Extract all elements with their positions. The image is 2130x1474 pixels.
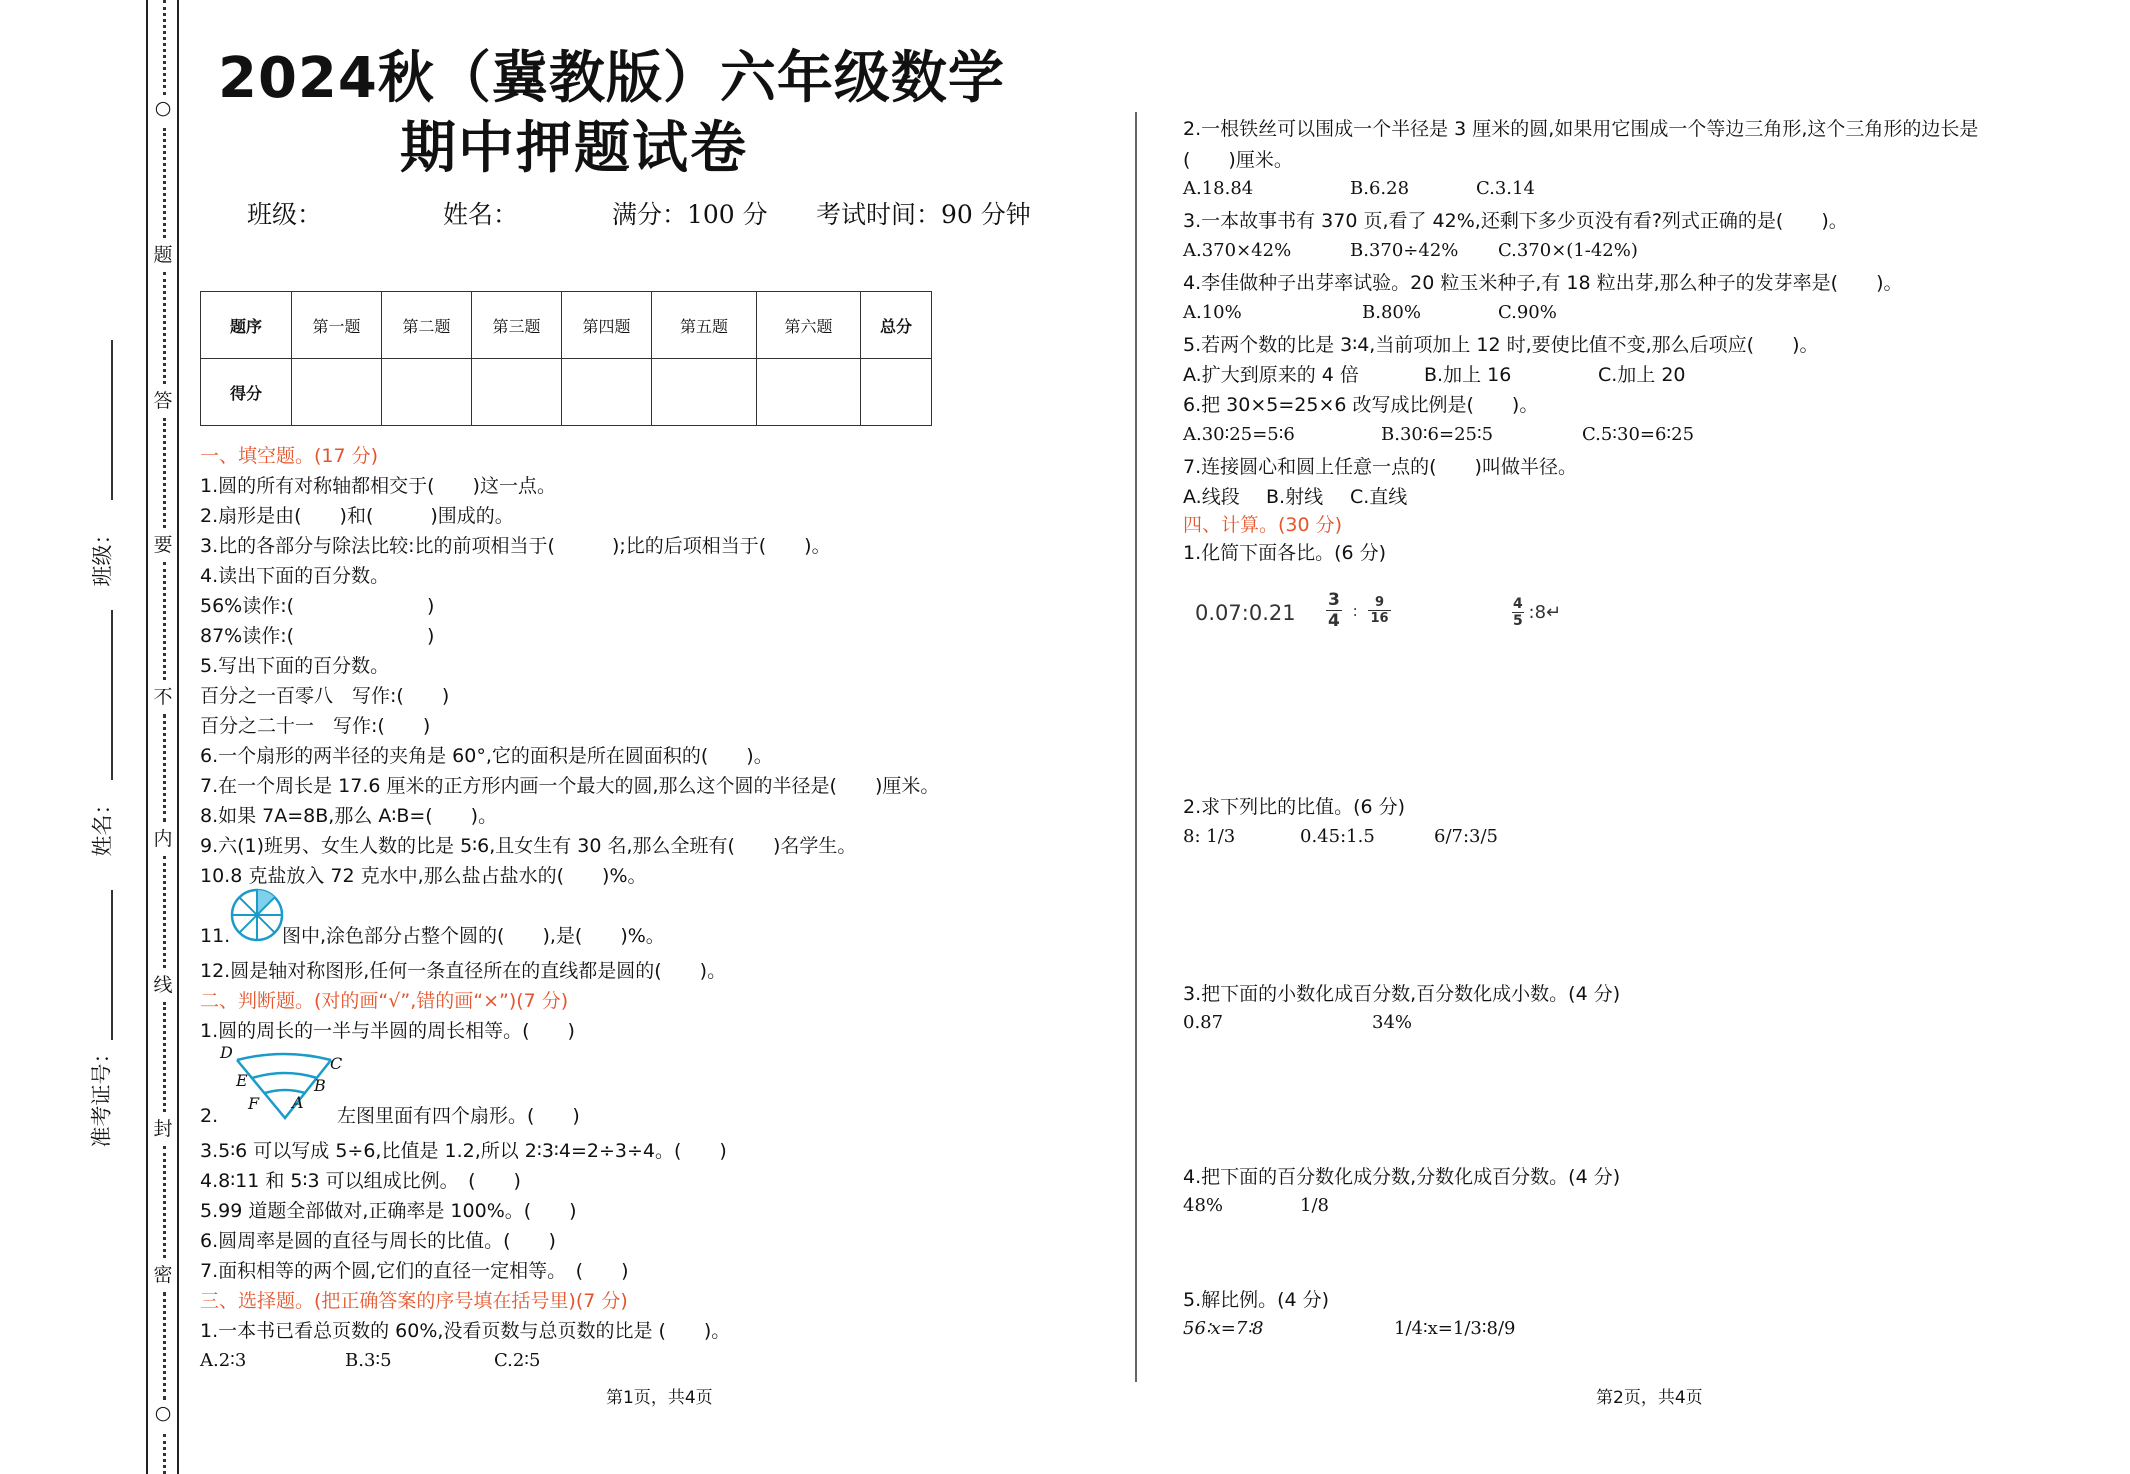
table-header: 总分: [861, 292, 932, 359]
table-header-row: [201, 292, 932, 359]
section-2-heading: 二、判断题。(对的画“√”,错的画“×”)(7 分): [200, 990, 569, 1012]
choice-6-option-b: B.30∶6=25∶5: [1381, 424, 1494, 445]
calc-5-item: 1/4∶x=1/3∶8/9: [1394, 1318, 1516, 1339]
class-label: 班级：: [90, 523, 115, 587]
binding-char: ○: [154, 1402, 172, 1424]
question-1-5a: 百分之一百零八 写作:( ): [200, 685, 450, 707]
binding-dots: [163, 0, 170, 95]
binding-dots: [163, 856, 170, 968]
binding-dots: [163, 418, 170, 528]
choice-3-option-a: A.370×42%: [1183, 240, 1292, 261]
question-1-1: 1.圆的所有对称轴都相交于( )这一点。: [200, 475, 556, 497]
choice-6-option-a: A.30∶25=5∶6: [1183, 424, 1295, 445]
binding-dots: [163, 128, 170, 238]
score-cell[interactable]: [562, 359, 652, 426]
fraction-numerator: 4: [1513, 596, 1523, 612]
choice-2: 2.一根铁丝可以围成一个半径是 3 厘米的圆,如果用它围成一个等边三角形,这个三角形的边长是: [1183, 118, 1979, 140]
fraction-denominator: 16: [1370, 611, 1389, 626]
binding-char: 线: [153, 974, 173, 996]
binding-char: 不: [153, 686, 173, 708]
binding-char: 要: [153, 534, 173, 556]
calc-1-expr-a: 0.07:0.21: [1195, 601, 1296, 625]
choice-1: 1.一本书已看总页数的 60%,没看页数与总页数的比是 ( )。: [200, 1320, 731, 1342]
binding-dots: [163, 562, 170, 680]
table-header: 题序: [201, 292, 292, 359]
binding-dots: [163, 714, 170, 822]
score-table: [200, 291, 932, 426]
binding-char: 内: [153, 828, 173, 850]
choice-1-option-a: A.2∶3: [200, 1350, 247, 1371]
name-label: 姓名：: [90, 793, 115, 857]
choice-1-option-c: C.2∶5: [494, 1350, 541, 1371]
calc-2-item: 8: 1/3: [1183, 826, 1236, 847]
question-1-5b: 百分之二十一 写作:( ): [200, 715, 431, 737]
calc-5: 5.解比例。(4 分): [1183, 1289, 1330, 1311]
choice-4-option-c: C.90%: [1498, 302, 1557, 323]
section-3-heading: 三、选择题。(把正确答案的序号填在括号里)(7 分): [200, 1290, 628, 1312]
score-cell[interactable]: [292, 359, 382, 426]
calc-3-item: 0.87: [1183, 1012, 1224, 1033]
choice-5-option-a: A.扩大到原来的 4 倍: [1183, 364, 1359, 386]
title-line-1: 2024秋（冀教版）六年级数学: [218, 46, 1005, 111]
binding-dots: [163, 272, 170, 384]
score-cell[interactable]: [861, 359, 932, 426]
judge-6: 6.圆周率是圆的直径与周长的比值。( ): [200, 1230, 556, 1252]
binding-char: 题: [153, 244, 173, 266]
choice-4-option-b: B.80%: [1362, 302, 1421, 323]
calc-1-expr-c: [1512, 596, 1561, 629]
choice-5-option-c: C.加上 20: [1598, 364, 1686, 386]
choice-7-option-c: C.直线: [1350, 486, 1408, 508]
binding-line-inner: [177, 0, 179, 1474]
table-header: 第二题: [382, 292, 472, 359]
calc-5-item: 56∶x=7∶8: [1183, 1318, 1264, 1339]
question-1-10: 10.8 克盐放入 72 克水中,那么盐占盐水的( )%。: [200, 865, 647, 887]
question-1-5: 5.写出下面的百分数。: [200, 655, 390, 677]
full-score: 满分：100 分: [612, 200, 768, 229]
id-label: 准考证号：: [89, 1042, 114, 1148]
figure-label-d: D: [220, 1043, 233, 1062]
fraction-denominator: 4: [1328, 611, 1340, 631]
question-1-11: 图中,涂色部分占整个圆的( ),是( )%。: [282, 925, 665, 947]
table-header: 第六题: [757, 292, 861, 359]
choice-6-option-c: C.5∶30=6∶25: [1582, 424, 1695, 445]
choice-4-option-a: A.10%: [1183, 302, 1242, 323]
question-1-7: 7.在一个周长是 17.6 厘米的正方形内画一个最大的圆,那么这个圆的半径是( )厘米。: [200, 775, 940, 797]
question-1-2: 2.扇形是由( )和( )围成的。: [200, 505, 514, 527]
judge-2-number: 2.: [200, 1105, 219, 1127]
question-1-11-number: 11.: [200, 925, 231, 947]
calc-4-item: 1/8: [1300, 1195, 1329, 1216]
calc-3: 3.把下面的小数化成百分数,百分数化成小数。(4 分): [1183, 983, 1621, 1005]
choice-7-option-b: B.射线: [1266, 486, 1324, 508]
binding-dots: [163, 1146, 170, 1258]
question-1-3: 3.比的各部分与除法比较:比的前项相当于( );比的后项相当于( )。: [200, 535, 831, 557]
choice-7: 7.连接圆心和圆上任意一点的( )叫做半径。: [1183, 456, 1577, 478]
question-1-4a: 56%读作:( ): [200, 595, 435, 617]
ratio-sep: :: [1352, 601, 1358, 620]
title-line-2: 期中押题试卷: [400, 116, 748, 181]
binding-dots: [163, 1434, 170, 1474]
calc-1: 1.化简下面各比。(6 分): [1183, 542, 1387, 564]
judge-7: 7.面积相等的两个圆,它们的直径一定相等。 ( ): [200, 1260, 629, 1282]
fraction-denominator: 5: [1513, 613, 1523, 629]
calc-2-item: 0.45:1.5: [1300, 826, 1375, 847]
table-score-row: [201, 359, 932, 426]
name-underline: [111, 610, 113, 780]
binding-char: ○: [154, 97, 172, 119]
choice-2-continued: ( )厘米。: [1183, 149, 1293, 171]
binding-dots: [163, 1002, 170, 1112]
score-cell[interactable]: [652, 359, 757, 426]
choice-2-option-c: C.3.14: [1476, 178, 1535, 199]
judge-3: 3.5∶6 可以写成 5÷6,比值是 1.2,所以 2∶3∶4=2÷3÷4。( ): [200, 1140, 727, 1162]
table-row-label: 得分: [201, 359, 292, 426]
calc-4-item: 48%: [1183, 1195, 1224, 1216]
table-header: 第五题: [652, 292, 757, 359]
judge-4: 4.8∶11 和 5∶3 可以组成比例。 ( ): [200, 1170, 521, 1192]
calc-2-item: 6/7:3/5: [1434, 826, 1499, 847]
question-1-4b: 87%读作:( ): [200, 625, 435, 647]
figure-label-c: C: [330, 1054, 343, 1073]
question-1-8: 8.如果 7A=8B,那么 A∶B=( )。: [200, 805, 498, 827]
shaded-circle-figure: [229, 887, 285, 943]
choice-1-option-b: B.3∶5: [345, 1350, 392, 1371]
choice-3-option-b: B.370÷42%: [1350, 240, 1459, 261]
table-header: 第三题: [472, 292, 562, 359]
calc-2: 2.求下列比的比值。(6 分): [1183, 796, 1406, 818]
binding-dots: [163, 1292, 170, 1400]
section-1-heading: 一、填空题。(17 分): [200, 445, 379, 467]
calc-1-expr-b: [1326, 590, 1391, 631]
score-cell[interactable]: [757, 359, 861, 426]
figure-label-f: F: [248, 1094, 260, 1113]
section-4-heading: 四、计算。(30 分): [1183, 514, 1343, 536]
choice-6: 6.把 30×5=25×6 改写成比例是( )。: [1183, 394, 1539, 416]
figure-label-e: E: [236, 1071, 248, 1090]
exam-time: 考试时间：90 分钟: [816, 200, 1031, 229]
choice-5: 5.若两个数的比是 3∶4,当前项加上 12 时,要使比值不变,那么后项应( )。: [1183, 334, 1819, 356]
question-1-6: 6.一个扇形的两半径的夹角是 60°,它的面积是所在圆面积的( )。: [200, 745, 773, 767]
choice-7-option-a: A.线段: [1183, 486, 1240, 508]
score-cell[interactable]: [472, 359, 562, 426]
id-underline: [111, 890, 113, 1040]
fraction-numerator: 3: [1328, 590, 1340, 610]
binding-line-outer: [146, 0, 148, 1474]
page-footer-left: 第1页，共4页: [606, 1388, 713, 1408]
table-header: 第四题: [562, 292, 652, 359]
judge-2: 左图里面有四个扇形。( ): [337, 1105, 580, 1127]
name-field: 姓名：: [443, 200, 519, 229]
class-underline: [111, 340, 113, 500]
fraction-numerator: 9: [1368, 595, 1390, 611]
question-1-4: 4.读出下面的百分数。: [200, 565, 390, 587]
question-1-12: 12.圆是轴对称图形,任何一条直径所在的直线都是圆的( )。: [200, 960, 727, 982]
judge-1: 1.圆的周长的一半与半圆的周长相等。( ): [200, 1020, 575, 1042]
class-field: 班级：: [247, 200, 323, 229]
choice-4: 4.李佳做种子出芽率试验。20 粒玉米种子,有 18 粒出芽,那么种子的发芽率是( )。: [1183, 272, 1903, 294]
binding-char: 密: [153, 1264, 173, 1286]
choice-3-option-c: C.370×(1-42%): [1498, 240, 1638, 261]
choice-3: 3.一本故事书有 370 页,看了 42%,还剩下多少页没有看?列式正确的是( )。: [1183, 210, 1848, 232]
column-divider: [1135, 112, 1137, 1382]
figure-label-b: B: [314, 1076, 326, 1095]
table-header: 第一题: [292, 292, 382, 359]
calc-3-item: 34%: [1372, 1012, 1413, 1033]
binding-char: 答: [153, 390, 173, 412]
binding-char: 封: [153, 1118, 173, 1140]
calc-4: 4.把下面的百分数化成分数,分数化成百分数。(4 分): [1183, 1166, 1621, 1188]
score-cell[interactable]: [382, 359, 472, 426]
choice-5-option-b: B.加上 16: [1424, 364, 1512, 386]
figure-label-a: A: [292, 1093, 304, 1112]
judge-5: 5.99 道题全部做对,正确率是 100%。( ): [200, 1200, 577, 1222]
choice-2-option-b: B.6.28: [1350, 178, 1410, 199]
ratio-rest: :8↵: [1528, 602, 1562, 623]
question-1-9: 9.六(1)班男、女生人数的比是 5∶6,且女生有 30 名,那么全班有( )名学生。: [200, 835, 857, 857]
choice-2-option-a: A.18.84: [1183, 178, 1254, 199]
page-footer-right: 第2页，共4页: [1596, 1388, 1703, 1408]
